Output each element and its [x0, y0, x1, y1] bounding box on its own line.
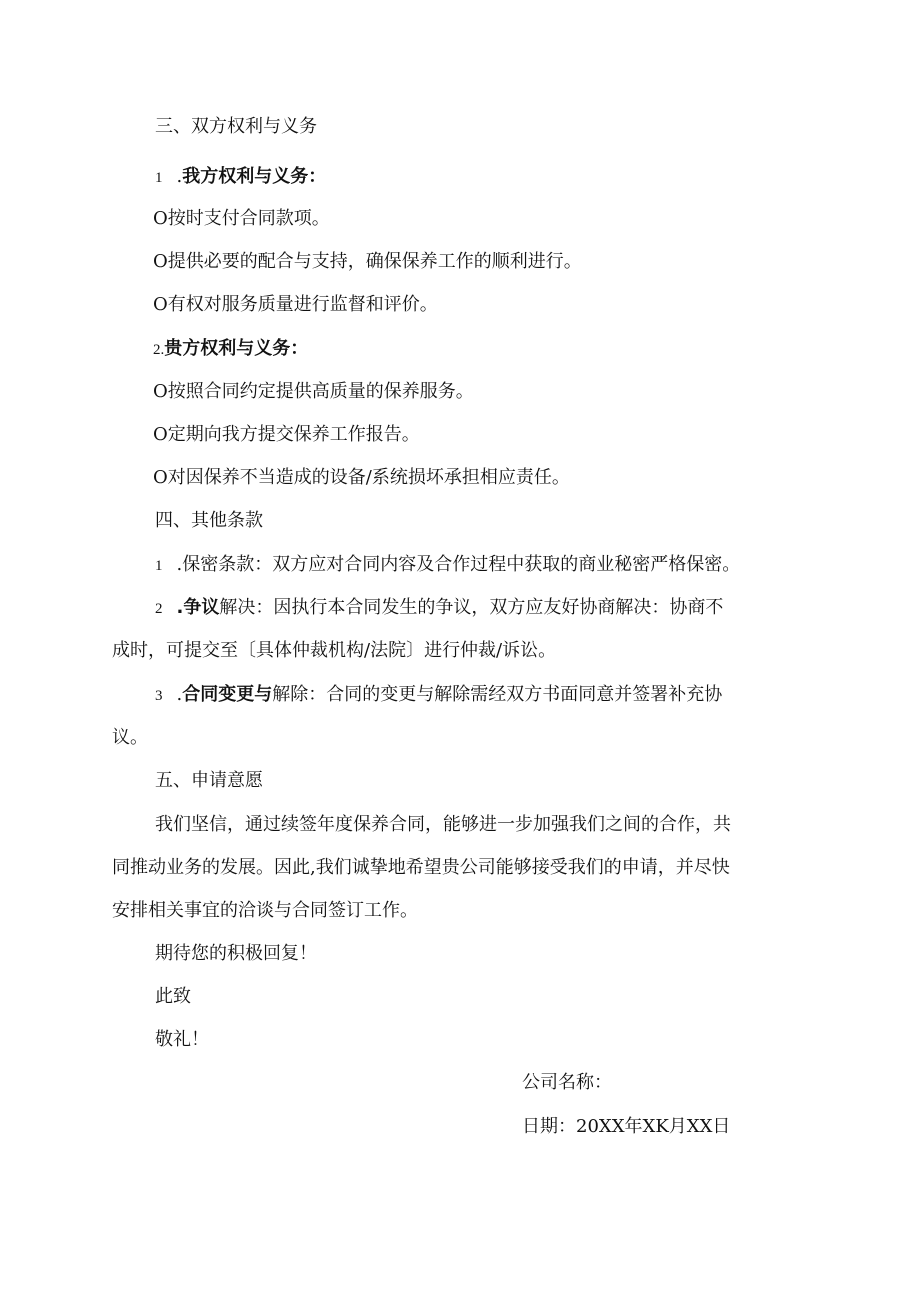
clause1-number: 1: [155, 558, 163, 574]
company-name-label: 公司名称：: [522, 1072, 612, 1093]
clause3-number: 3: [155, 688, 163, 704]
clause3-dot: .: [176, 684, 183, 705]
clause-2-line2: 成时，可提交至〔具体仲裁机构/法院〕进行仲裁/诉讼。: [112, 640, 557, 661]
clause2-text: 解决：因执行本合同发生的争议，双方应友好协商解决：协商不: [219, 597, 724, 618]
date-line: [522, 1115, 730, 1139]
sub2-item-3: O对因保养不当造成的设备/系统损坏承担相应责任。: [153, 467, 570, 488]
salutation-2: 敬礼！: [155, 1029, 209, 1050]
closing-line: 期待您的积极回复！: [155, 943, 317, 964]
section3-sub2-heading: [153, 337, 308, 362]
clause2-bold: .争议: [176, 597, 220, 618]
sub2-number: 2.: [153, 342, 165, 358]
section5-heading: 五、申请意愿: [155, 770, 263, 791]
para-line-3: 安排相关事宜的洽谈与合同签订工作。: [112, 900, 418, 921]
clause3-bold: 合同变更与: [182, 684, 273, 705]
sub1-title: 我方权利与义务：: [182, 166, 327, 187]
date-label: 日期：: [522, 1116, 576, 1137]
clause-1: [155, 553, 740, 578]
sub2-item-1: O按照合同约定提供高质量的保养服务。: [153, 381, 474, 402]
sub1-dot: .: [176, 166, 183, 187]
sub1-item-3: O有权对服务质量进行监督和评价。: [153, 294, 438, 315]
clause-2-line1: [155, 596, 723, 621]
sub1-item-2: O提供必要的配合与支持，确保保养工作的顺利进行。: [153, 251, 582, 272]
clause1-text: .保密条款：双方应对合同内容及合作过程中获取的商业秘密严格保密。: [176, 554, 741, 575]
date-value: 20XX年XK月XX日: [576, 1116, 731, 1137]
sub2-title: 贵方权利与义务：: [164, 338, 309, 359]
clause-3-line1: [155, 683, 722, 708]
section3-sub1-heading: [155, 165, 326, 190]
sub2-item-2: O定期向我方提交保养工作报告。: [153, 424, 420, 445]
sub1-number: 1: [155, 170, 163, 186]
section3-heading: 三、双方权利与义务: [155, 116, 317, 137]
sub1-item-1: O按时支付合同款项。: [153, 208, 330, 229]
clause3-text: 解除：合同的变更与解除需经双方书面同意并签署补充协: [272, 684, 723, 705]
clause-3-line2: 议。: [112, 727, 148, 748]
clause2-number: 2: [155, 601, 163, 617]
salutation-1: 此致: [155, 986, 191, 1007]
section4-heading: 四、其他条款: [155, 510, 263, 531]
para-line-2: 同推动业务的发展。因此,我们诚挚地希望贵公司能够接受我们的申请，并尽快: [112, 857, 730, 878]
para-line-1: 我们坚信，通过续签年度保养合同，能够进一步加强我们之间的合作，共: [155, 814, 731, 835]
